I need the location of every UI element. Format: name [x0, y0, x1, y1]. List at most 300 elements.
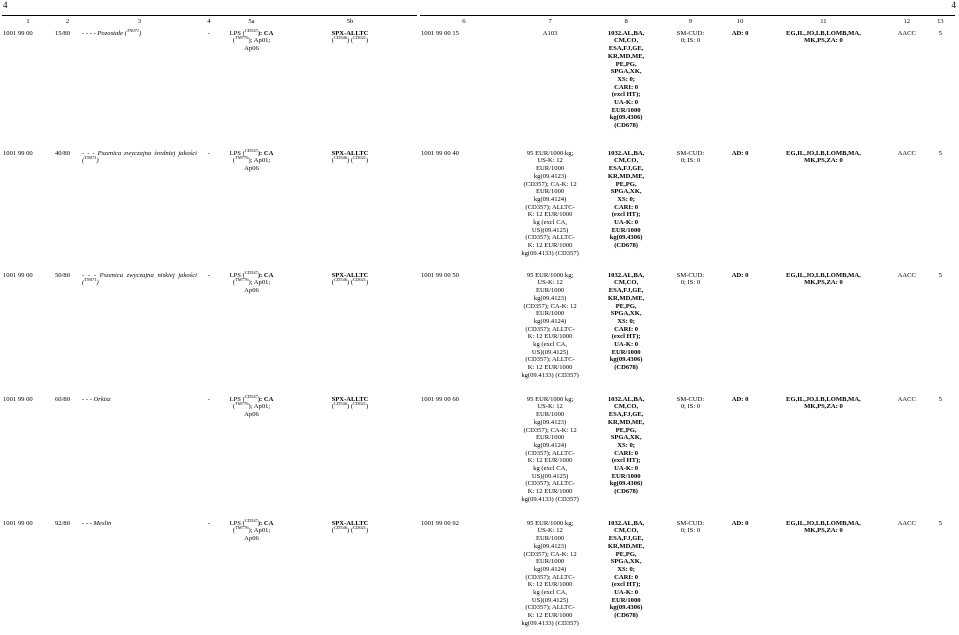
- preference-line: XS: 0;: [617, 75, 635, 83]
- description-cell: - - - Pszenica zwyczajna niskiej jakości ($^{TN071}$): [82, 271, 197, 287]
- duty-line: K: 12 EUR/1000: [527, 488, 573, 496]
- duty-line: kg(09.4124): [533, 441, 567, 449]
- country-line: EG,IL,JO,LB,LOMB,MA,: [786, 149, 861, 157]
- table-row: [420, 30, 955, 150]
- sm-cud-cell: [660, 150, 721, 272]
- duty-line: kg(09.4124): [533, 565, 567, 573]
- duty-line: kg (excl CA,: [533, 219, 568, 227]
- duty-line: kg(09.4133) (CD357): [521, 495, 579, 503]
- duty-line: US-K: 12: [537, 527, 563, 535]
- duty-line: kg(09.4123): [533, 418, 567, 426]
- spx-text: (: [331, 37, 334, 45]
- sm-cud-line: 0; IS: 0: [680, 37, 701, 45]
- preference-line: UA-K: 0: [614, 219, 639, 227]
- table-row: [2, 272, 417, 396]
- duty-line: kg(09.4133) (CD357): [521, 249, 579, 257]
- column-number: 11: [820, 18, 827, 25]
- preference-line: kg(09.4306): [609, 356, 643, 364]
- duty-line: EUR/1000: [535, 434, 565, 442]
- preference-line: SPGA,XK,: [610, 558, 642, 566]
- description-cell: [81, 396, 198, 520]
- footnote-ref: TM776: [234, 155, 249, 161]
- preference-line: EUR/1000: [611, 226, 641, 234]
- dash-cell: -: [207, 149, 211, 157]
- duty-line: (CD357); CA-K: 12: [523, 550, 577, 558]
- ad-cell: AD: 0: [731, 149, 749, 157]
- duty-line: K: 12 EUR/1000: [527, 612, 573, 620]
- footnote-ref: CD546: [333, 401, 347, 407]
- aacc-cell: AACC: [897, 519, 916, 527]
- lps-text: ): CA: [257, 271, 274, 279]
- lps-cell: [220, 147, 283, 272]
- table-row: [420, 396, 955, 520]
- duty-cell: [508, 520, 593, 635]
- column-number-row: [420, 16, 955, 30]
- duty-line: (CD357); ALLTC-: [525, 234, 575, 242]
- duty-line: (CD357); ALLTC-: [525, 604, 575, 612]
- preference-line: 1032.AL,BA,: [607, 29, 645, 37]
- description-cell: [81, 520, 198, 635]
- dash-cell: -: [207, 29, 211, 37]
- column-number: 6: [462, 18, 466, 25]
- sm-cud-line: 0; IS: 0: [680, 157, 701, 165]
- country-line: MK,PS,ZA: 0: [804, 157, 843, 165]
- column-number: 1: [26, 18, 30, 25]
- cn-subcode-cell: 1001 99 00 60: [421, 395, 459, 403]
- spx-text: (: [331, 279, 334, 287]
- preference-line: kg(09.4306): [609, 114, 643, 122]
- right-tariff-table: [420, 16, 955, 635]
- preference-line: 1032.AL,BA,: [607, 271, 645, 279]
- preference-line: 1032.AL,BA,: [607, 395, 645, 403]
- preference-line: KR,MD,ME,: [607, 294, 645, 302]
- duty-cell: [508, 150, 593, 272]
- column-number: 7: [548, 18, 552, 25]
- country-list-cell: [759, 150, 888, 272]
- duty-line: (CD357); CA-K: 12: [523, 302, 577, 310]
- preference-line: CM,CO,: [614, 279, 639, 287]
- sm-cud-line: SM-CUD:: [676, 271, 705, 279]
- preference-cell: [592, 150, 659, 272]
- duty-line: kg(09.4124): [533, 195, 567, 203]
- duty-line: EUR/1000: [535, 165, 565, 173]
- lps-cell: [220, 27, 283, 150]
- category-cell: 5: [938, 519, 943, 527]
- country-line: MK,PS,ZA: 0: [804, 403, 843, 411]
- dash-cell: -: [207, 271, 211, 279]
- preference-line: ESA,FJ,GE,: [608, 287, 644, 295]
- spx-text: ) (: [346, 157, 354, 165]
- right-table-section: [420, 16, 955, 635]
- preference-line: CARI: 0: [614, 573, 639, 581]
- cn-subcode-cell: 1001 99 00 40: [421, 149, 459, 157]
- duty-line: kg(09.4124): [533, 317, 567, 325]
- column-number: 5a: [248, 18, 255, 25]
- lps-text: LPS (: [229, 519, 245, 527]
- cn-code-cell: 1001 99 00: [3, 29, 33, 37]
- preference-line: KR,MD,ME,: [607, 52, 645, 60]
- sm-cud-line: SM-CUD:: [676, 395, 705, 403]
- duty-cell: [508, 272, 593, 396]
- left-tariff-table: [2, 16, 417, 635]
- aacc-cell: AACC: [897, 395, 916, 403]
- lps-text: Ap06: [244, 45, 259, 53]
- lps-text: ); Ap01;: [248, 279, 271, 287]
- tariff-id-cell: 40/80: [55, 149, 71, 157]
- preference-cell: [592, 272, 659, 396]
- cn-code-cell: 1001 99 00: [3, 271, 33, 279]
- duty-line: kg (excl CA,: [533, 341, 568, 349]
- preference-line: EUR/1000: [611, 106, 641, 114]
- preference-line: XS: 0;: [617, 565, 635, 573]
- column-number: 12: [903, 18, 911, 25]
- footnote-ref: CD547: [244, 269, 258, 275]
- duty-line: US)(09.4125): [531, 348, 569, 356]
- description-cell: - - - Pszenica zwyczajna średniej jakości ($^{TN071}$): [82, 149, 197, 165]
- preference-line: KR,MD,ME,: [607, 418, 645, 426]
- country-list-cell: [759, 520, 888, 635]
- column-number: 4: [207, 18, 211, 25]
- footnote-ref: CD547: [244, 147, 258, 153]
- preference-line: 1032.AL,BA,: [607, 149, 645, 157]
- duty-cell: [508, 396, 593, 520]
- duty-cell: [508, 30, 593, 150]
- duty-line: (CD357); ALLTC-: [525, 325, 575, 333]
- country-line: MK,PS,ZA: 0: [804, 279, 843, 287]
- preference-line: SPGA,XK,: [610, 68, 642, 76]
- spx-cell: [283, 30, 417, 150]
- preference-line: (CD678): [614, 488, 638, 496]
- preference-line: (excl HT);: [611, 457, 641, 465]
- footnote-ref: TN071: [84, 155, 97, 161]
- footnote-ref: TN071: [84, 277, 97, 283]
- description-text: - - - Pszenica zwyczajna średniej jakości: [82, 149, 197, 157]
- description-cell: - - - - Pozostałe ($^{TN071}$): [82, 27, 142, 37]
- duty-line: kg (excl CA,: [533, 589, 568, 597]
- duty-line: 95 EUR/1000 kg;: [526, 149, 574, 157]
- preference-line: EUR/1000: [611, 348, 641, 356]
- table-row: [2, 150, 417, 272]
- table-row: [420, 272, 955, 396]
- left-table-section: [2, 16, 417, 635]
- lps-text: Ap06: [244, 411, 259, 419]
- duty-line: kg(09.4133) (CD357): [521, 619, 579, 627]
- preference-line: SPGA,XK,: [610, 310, 642, 318]
- preference-line: UA-K: 0: [614, 341, 639, 349]
- preference-line: CARI: 0: [614, 325, 639, 333]
- tariff-id-cell: 50/80: [55, 271, 71, 279]
- country-line: EG,IL,JO,LB,LOMB,MA,: [786, 29, 861, 37]
- description-text: - - - Meslin: [82, 519, 112, 527]
- preference-line: SPGA,XK,: [610, 188, 642, 196]
- footnote-ref: CD546: [333, 277, 347, 283]
- lps-text: Ap06: [244, 165, 259, 173]
- preference-line: CARI: 0: [614, 83, 639, 91]
- preference-line: UA-K: 0: [614, 589, 639, 597]
- aacc-cell: AACC: [897, 271, 916, 279]
- category-cell: 5: [938, 271, 943, 279]
- spx-text: ): [366, 279, 369, 287]
- duty-line: kg (excl CA,: [533, 465, 568, 473]
- table-row: [2, 520, 417, 635]
- lps-cell: [220, 517, 283, 635]
- preference-line: (excl HT);: [611, 211, 641, 219]
- duty-line: 95 EUR/1000 kg;: [526, 395, 574, 403]
- preference-line: SPGA,XK,: [610, 434, 642, 442]
- duty-line: kg(09.4123): [533, 294, 567, 302]
- duty-line: (CD357); ALLTC-: [525, 480, 575, 488]
- preference-cell: [592, 520, 659, 635]
- category-cell: 5: [938, 29, 943, 37]
- sm-cud-line: SM-CUD:: [676, 29, 705, 37]
- duty-line: (CD357); ALLTC-: [525, 203, 575, 211]
- country-line: EG,IL,JO,LB,LOMB,MA,: [786, 395, 861, 403]
- lps-text: (: [232, 527, 235, 535]
- duty-line: K: 12 EUR/1000: [527, 364, 573, 372]
- ad-cell: AD: 0: [731, 29, 749, 37]
- preference-line: CARI: 0: [614, 449, 639, 457]
- duty-line: kg(09.4123): [533, 542, 567, 550]
- lps-text: (: [232, 403, 235, 411]
- spx-text: ) (: [346, 403, 354, 411]
- sm-cud-cell: [660, 396, 721, 520]
- footnote-ref: TN071: [126, 27, 140, 33]
- footnote-ref: TM776: [234, 277, 249, 283]
- column-number: 9: [688, 18, 693, 25]
- preference-line: kg(09.4306): [609, 604, 643, 612]
- preference-line: ESA,FJ,GE,: [608, 411, 644, 419]
- preference-line: PE,PG,: [615, 180, 637, 188]
- dash-cell: -: [207, 519, 211, 527]
- lps-text: ); Ap01;: [248, 527, 271, 535]
- duty-line: EUR/1000: [535, 535, 565, 543]
- lps-text: (: [232, 279, 235, 287]
- column-number: 5b: [346, 18, 354, 25]
- lps-text: ): CA: [257, 519, 274, 527]
- spx-text: SPX-ALLTC: [331, 519, 369, 527]
- footnote-ref: CD021: [353, 277, 367, 283]
- preference-line: (CD678): [614, 612, 638, 620]
- table-row: [420, 520, 955, 635]
- lps-text: Ap06: [244, 287, 259, 295]
- aacc-cell: AACC: [897, 149, 916, 157]
- footnote-ref: CD021: [353, 155, 367, 161]
- lps-cell: [220, 393, 283, 520]
- column-number: 8: [624, 18, 628, 25]
- lps-text: (: [232, 37, 235, 45]
- duty-line: K: 12 EUR/1000: [527, 211, 573, 219]
- country-list-cell: [759, 272, 888, 396]
- page-number-left: 4: [3, 0, 8, 10]
- lps-text: LPS (: [229, 395, 245, 403]
- lps-text: ): CA: [257, 395, 274, 403]
- table-row: [2, 396, 417, 520]
- footnote-ref: TM776: [234, 401, 249, 407]
- preference-line: (excl HT);: [611, 333, 641, 341]
- preference-line: (CD678): [614, 242, 638, 250]
- duty-line: EUR/1000: [535, 188, 565, 196]
- duty-line: US-K: 12: [537, 279, 563, 287]
- cn-code-cell: 1001 99 00: [3, 395, 33, 403]
- duty-line: US)(09.4125): [531, 226, 569, 234]
- preference-cell: [592, 396, 659, 520]
- preference-line: XS: 0;: [617, 195, 635, 203]
- preference-line: PE,PG,: [615, 302, 637, 310]
- cn-subcode-cell: 1001 99 00 50: [421, 271, 459, 279]
- spx-cell: [283, 396, 417, 520]
- footnote-ref: CD021: [353, 401, 367, 407]
- sm-cud-cell: [660, 30, 721, 150]
- aacc-cell: AACC: [897, 29, 916, 37]
- preference-line: EUR/1000: [611, 472, 641, 480]
- spx-text: ): [366, 157, 369, 165]
- preference-line: kg(09.4306): [609, 480, 643, 488]
- sm-cud-line: 0; IS: 0: [680, 279, 701, 287]
- duty-line: US)(09.4125): [531, 596, 569, 604]
- spx-cell: [283, 272, 417, 396]
- footnote-ref: CD546: [333, 525, 347, 531]
- lps-text: ): CA: [257, 29, 274, 37]
- duty-line: 95 EUR/1000 kg;: [526, 519, 574, 527]
- country-list-cell: [759, 30, 888, 150]
- description-text: - - - - Pozostałe: [82, 29, 124, 37]
- preference-line: CM,CO,: [614, 403, 639, 411]
- footnote-ref: CD547: [244, 517, 258, 523]
- duty-line: K: 12 EUR/1000: [527, 457, 573, 465]
- footnote-ref: CD021: [353, 525, 367, 531]
- preference-line: UA-K: 0: [614, 99, 639, 107]
- country-line: EG,IL,JO,LB,LOMB,MA,: [786, 519, 861, 527]
- column-number: 13: [937, 18, 944, 25]
- category-cell: 5: [938, 149, 943, 157]
- preference-line: CM,CO,: [614, 527, 639, 535]
- preference-line: PE,PG,: [615, 550, 637, 558]
- cn-subcode-cell: 1001 99 00 15: [421, 29, 459, 37]
- footnote-ref: TM776: [234, 35, 249, 41]
- cn-code-cell: 1001 99 00: [3, 519, 33, 527]
- ad-cell: AD: 0: [731, 395, 749, 403]
- preference-line: UA-K: 0: [614, 465, 639, 473]
- sm-cud-cell: [660, 520, 721, 635]
- sm-cud-line: SM-CUD:: [676, 149, 705, 157]
- preference-line: KR,MD,ME,: [607, 172, 645, 180]
- lps-text: LPS (: [229, 29, 245, 37]
- spx-text: ) (: [346, 279, 354, 287]
- lps-text: LPS (: [229, 271, 245, 279]
- country-list-cell: [759, 396, 888, 520]
- column-number: 2: [65, 18, 70, 25]
- duty-line: K: 12 EUR/1000: [527, 581, 573, 589]
- footnote-ref: CD547: [244, 27, 258, 33]
- country-line: MK,PS,ZA: 0: [804, 527, 843, 535]
- tariff-id-cell: 15/80: [55, 29, 71, 37]
- description-text: - - - Orkisz: [82, 395, 111, 403]
- preference-line: ESA,FJ,GE,: [608, 535, 644, 543]
- spx-cell: [283, 520, 417, 635]
- spx-text: SPX-ALLTC: [331, 149, 369, 157]
- duty-line: (CD357); ALLTC-: [525, 449, 575, 457]
- preference-line: (excl HT);: [611, 91, 641, 99]
- spx-text: ): [366, 403, 369, 411]
- preference-line: 1032.AL,BA,: [607, 519, 645, 527]
- tariff-id-cell: 60/80: [55, 395, 71, 403]
- preference-line: XS: 0;: [617, 441, 635, 449]
- cn-code-cell: 1001 99 00: [3, 149, 33, 157]
- cn-subcode-cell: 1001 99 00 92: [421, 519, 459, 527]
- lps-text: ): CA: [257, 149, 274, 157]
- preference-line: ESA,FJ,GE,: [608, 165, 644, 173]
- spx-cell: [283, 150, 417, 272]
- preference-line: ESA,FJ,GE,: [608, 45, 644, 53]
- table-row: [2, 30, 417, 150]
- duty-line: (CD357); ALLTC-: [525, 356, 575, 364]
- sm-cud-line: 0; IS: 0: [680, 403, 701, 411]
- tariff-id-cell: 92/80: [55, 519, 71, 527]
- preference-cell: [592, 30, 659, 150]
- spx-text: ) (: [346, 37, 354, 45]
- preference-line: KR,MD,ME,: [607, 542, 645, 550]
- sm-cud-line: 0; IS: 0: [680, 527, 701, 535]
- preference-line: kg(09.4306): [609, 234, 643, 242]
- lps-text: (: [232, 157, 235, 165]
- preference-line: CM,CO,: [614, 157, 639, 165]
- spx-text: (: [331, 403, 334, 411]
- duty-line: EUR/1000: [535, 287, 565, 295]
- dash-cell: -: [207, 395, 211, 403]
- duty-line: EUR/1000: [535, 310, 565, 318]
- duty-line: 95 EUR/1000 kg;: [526, 271, 574, 279]
- spx-text: (: [331, 527, 334, 535]
- lps-text: ); Ap01;: [248, 403, 271, 411]
- lps-text: LPS (: [229, 149, 245, 157]
- duty-line: US-K: 12: [537, 403, 563, 411]
- ad-cell: AD: 0: [731, 271, 749, 279]
- category-cell: 5: [938, 395, 943, 403]
- lps-text: ); Ap01;: [248, 157, 271, 165]
- table-row: [420, 150, 955, 272]
- lps-text: Ap06: [244, 535, 259, 543]
- spx-text: ): [366, 37, 369, 45]
- preference-line: CARI: 0: [614, 203, 639, 211]
- footnote-ref: CD547: [244, 393, 258, 399]
- duty-line: (CD357); CA-K: 12: [523, 180, 577, 188]
- sm-cud-cell: [660, 272, 721, 396]
- duty-line: kg(09.4133) (CD357): [521, 371, 579, 379]
- ad-cell: AD: 0: [731, 519, 749, 527]
- duty-line: EUR/1000: [535, 558, 565, 566]
- spx-text: ) (: [346, 527, 354, 535]
- duty-line: K: 12 EUR/1000: [527, 242, 573, 250]
- preference-line: (excl HT);: [611, 581, 641, 589]
- sm-cud-line: SM-CUD:: [676, 519, 705, 527]
- preference-line: (CD678): [614, 364, 638, 372]
- duty-line: (CD357); CA-K: 12: [523, 426, 577, 434]
- spx-text: SPX-ALLTC: [331, 271, 369, 279]
- country-line: MK,PS,ZA: 0: [804, 37, 843, 45]
- duty-line: (CD357); ALLTC-: [525, 573, 575, 581]
- footnote-ref: TM776: [234, 525, 249, 531]
- duty-line: EUR/1000: [535, 411, 565, 419]
- spx-text: SPX-ALLTC: [331, 395, 369, 403]
- preference-line: CM,CO,: [614, 37, 639, 45]
- description-text: - - - Pszenica zwyczajna niskiej jakości: [82, 271, 197, 279]
- footnote-ref: CD546: [333, 155, 347, 161]
- preference-line: (CD678): [614, 122, 638, 130]
- duty-line: K: 12 EUR/1000: [527, 333, 573, 341]
- duty-line: kg(09.4123): [533, 172, 567, 180]
- lps-cell: [220, 269, 283, 396]
- column-number: 10: [736, 18, 744, 25]
